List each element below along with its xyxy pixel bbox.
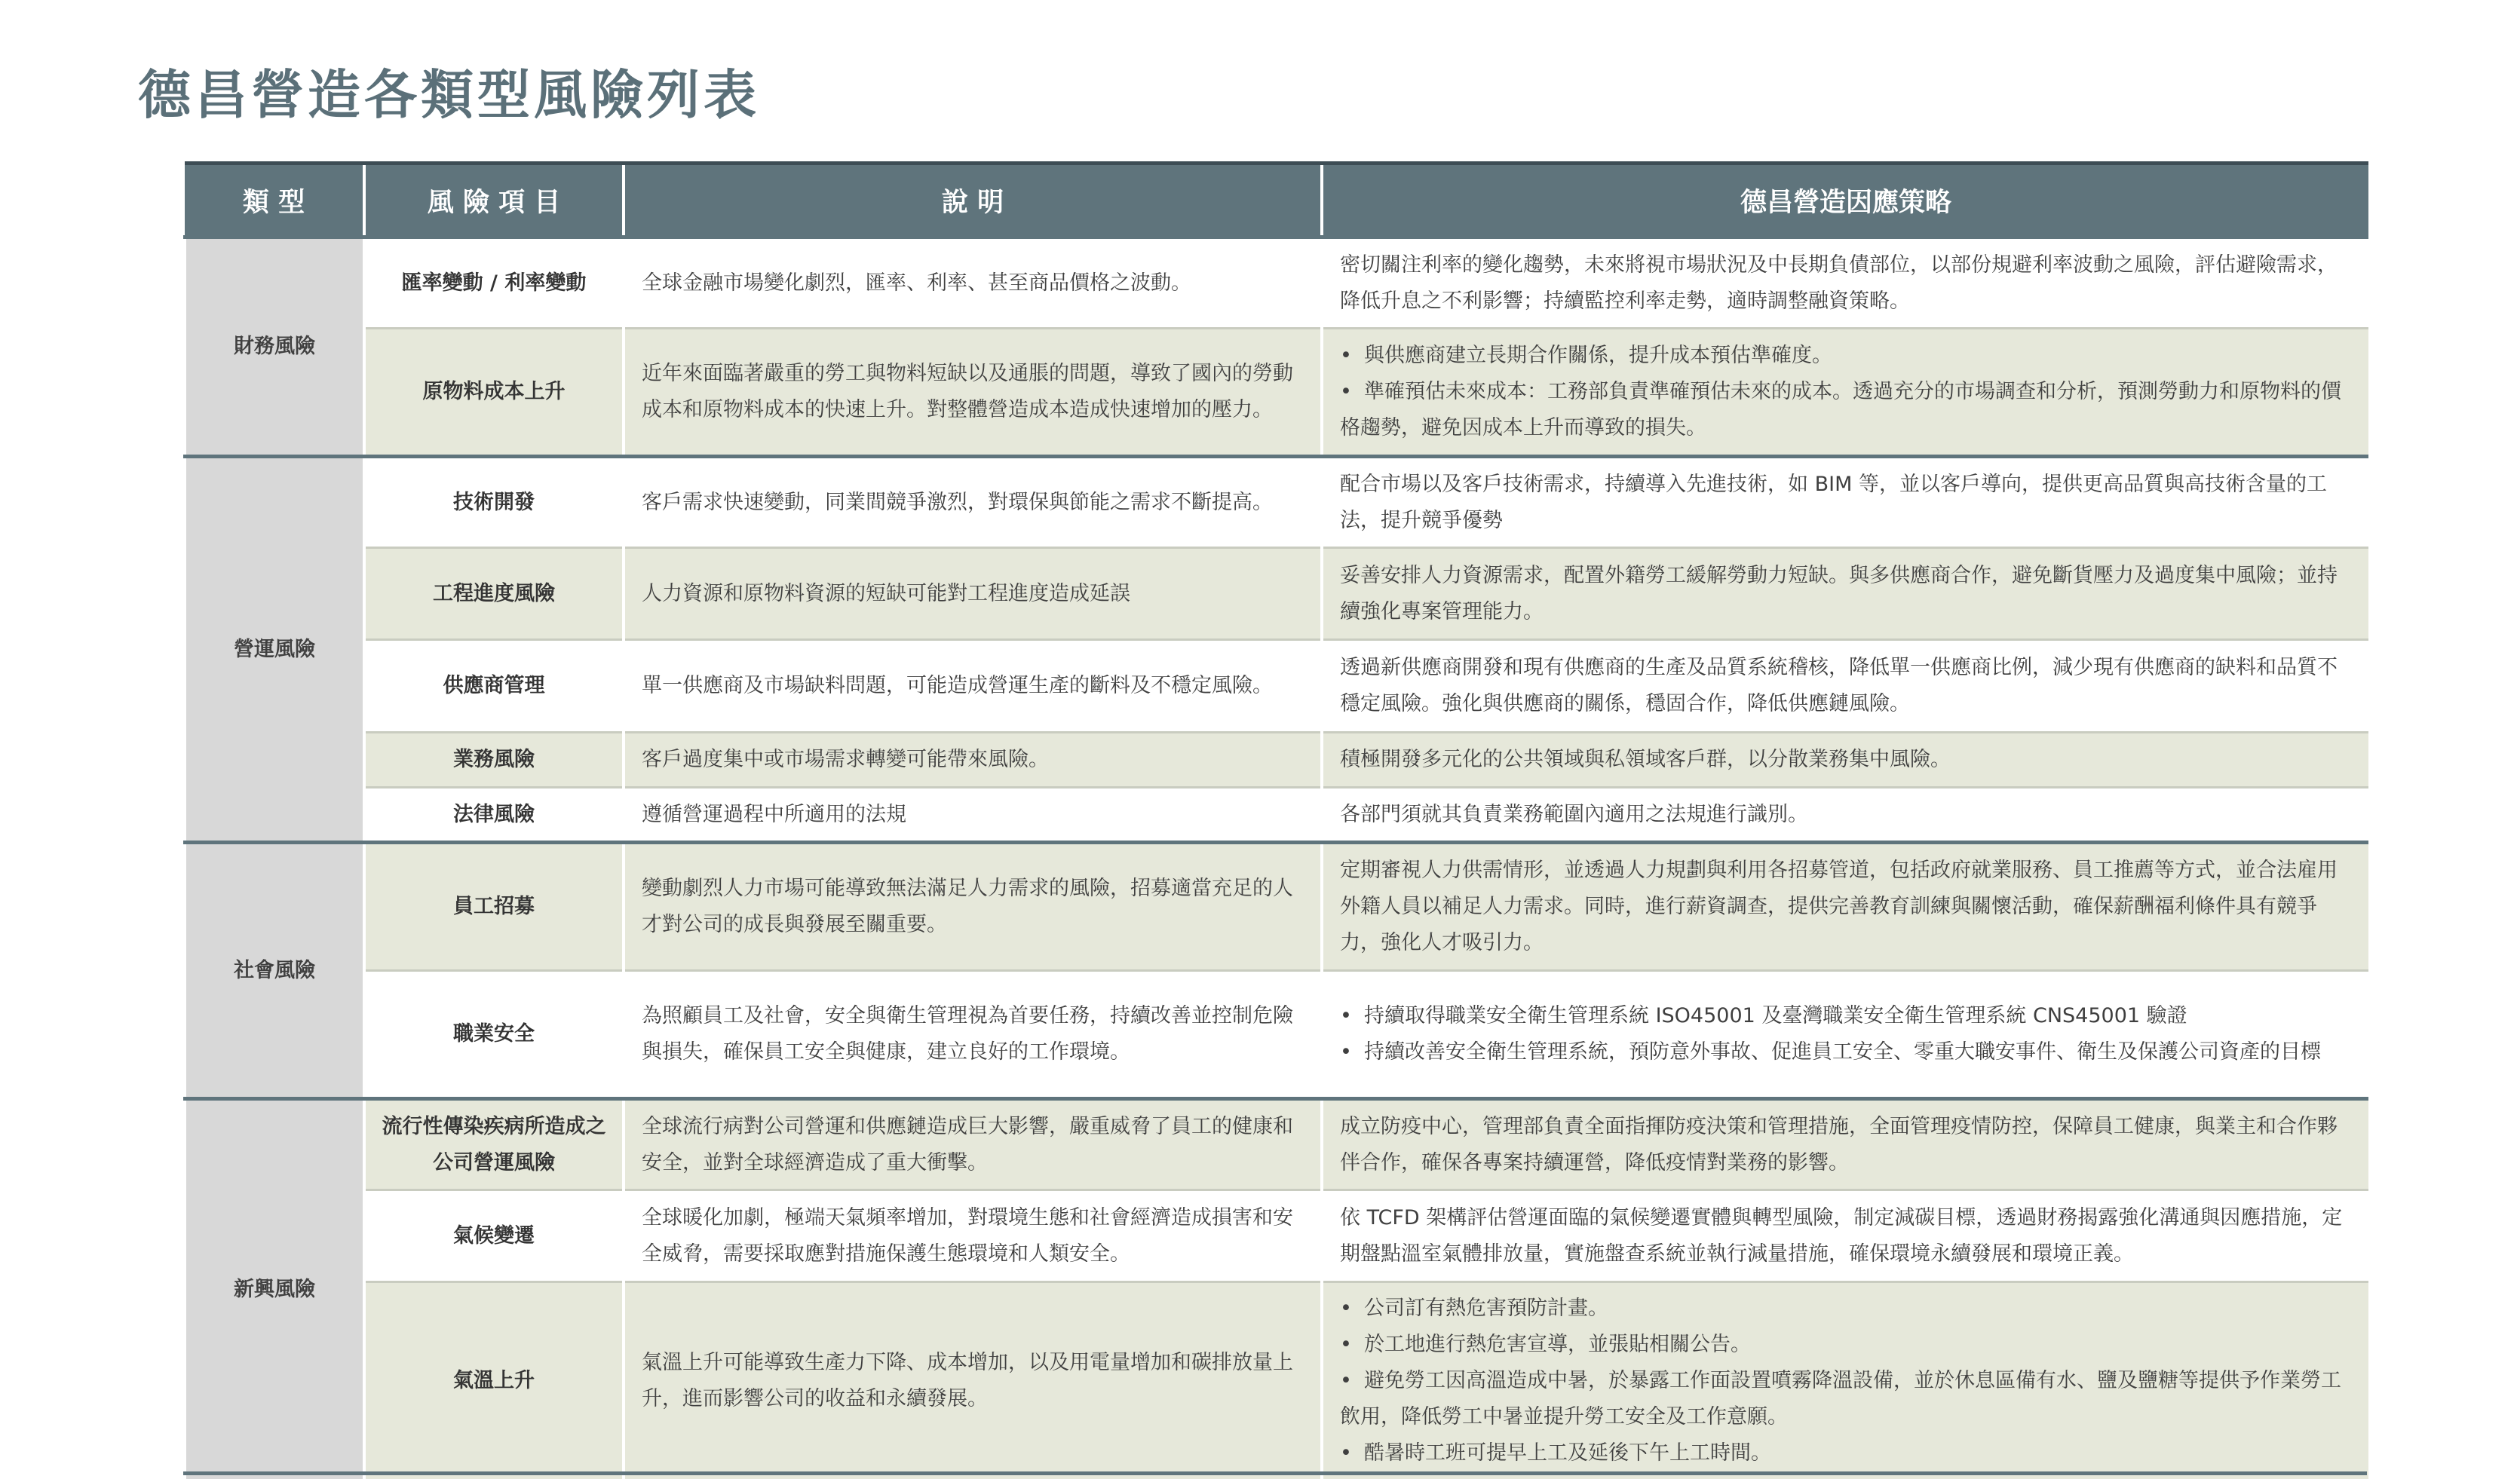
header-risk-item: 風 險 項 目	[364, 164, 624, 237]
header-type: 類 型	[185, 164, 364, 237]
table-row	[185, 457, 2368, 548]
risk-table	[183, 161, 2368, 1479]
risk-item: 技術開發	[364, 457, 624, 548]
risk-description: 全球金融市場變化劇烈，匯率、利率、甚至商品價格之波動。	[624, 237, 1322, 329]
strategy-bullet: • 持續取得職業安全衛生管理系統 ISO45001 及臺灣職業安全衛生管理系統 CNS45001 驗證	[1340, 998, 2352, 1034]
header-description: 說 明	[624, 164, 1322, 237]
risk-strategy: 積極開發多元化的公共領域與私領域客戶群，以分散業務集中風險。	[1322, 733, 2368, 788]
risk-strategy	[1322, 329, 2368, 457]
category-operation: 營運風險	[185, 457, 364, 843]
table-row	[185, 1190, 2368, 1282]
table-row	[185, 1099, 2368, 1190]
risk-item: 流行性傳染疾病所造成之公司營運風險	[364, 1099, 624, 1190]
risk-description: 全球暖化加劇，極端天氣頻率增加，對環境生態和社會經濟造成損害和安全威脅，需要採取應對措施保護生態環境和人類安全。	[624, 1190, 1322, 1282]
risk-strategy: 定期審視人力供需情形，並透過人力規劃與利用各招募管道，包括政府就業服務、員工推薦等方式，並合法雇用外籍人員以補足人力需求。同時，進行薪資調查，提供完善教育訓練與關懷活動，確保薪酬福利條件具有競爭力，強化人才吸引力。	[1322, 843, 2368, 971]
risk-description: 人力資源和原物料資源的短缺可能對工程進度造成延誤	[624, 548, 1322, 640]
risk-item: 原物料成本上升	[364, 329, 624, 457]
risk-item: 業務風險	[364, 733, 624, 788]
page-title: 德昌營造各類型風險列表	[138, 53, 760, 129]
risk-description: 客戶需求快速變動，同業間競爭激烈，對環保與節能之需求不斷提高。	[624, 457, 1322, 548]
risk-item: 職業安全	[364, 971, 624, 1099]
strategy-bullet: • 持續改善安全衛生管理系統，預防意外事故、促進員工安全、零重大職安事件、衛生及保護公司資產的目標	[1340, 1034, 2352, 1070]
strategy-bullet: • 酷暑時工班可提早上工及延後下午上工時間。	[1340, 1435, 2352, 1471]
risk-item: 匯率變動 / 利率變動	[364, 237, 624, 329]
risk-item: 工程進度風險	[364, 548, 624, 640]
strategy-bullet-list	[1340, 1291, 2352, 1471]
strategy-bullet-list	[1340, 338, 2352, 446]
strategy-bullet: • 公司訂有熱危害預防計畫。	[1340, 1291, 2352, 1327]
risk-strategy: 透過新供應商開發和現有供應商的生產及品質系統稽核，降低單一供應商比例，減少現有供應商的缺料和品質不穩定風險。強化與供應商的關係，穩固合作，降低供應鏈風險。	[1322, 640, 2368, 733]
table-row	[185, 640, 2368, 733]
risk-item: 氣溫上升	[364, 1282, 624, 1479]
strategy-bullet: • 於工地進行熱危害宣導，並張貼相關公告。	[1340, 1327, 2352, 1363]
risk-strategy	[1322, 971, 2368, 1099]
risk-description: 為照顧員工及社會，安全與衛生管理視為首要任務，持續改善並控制危險與損失，確保員工安全與健康，建立良好的工作環境。	[624, 971, 1322, 1099]
strategy-bullet: • 與供應商建立長期合作關係，提升成本預估準確度。	[1340, 338, 2352, 374]
risk-strategy: 依 TCFD 架構評估營運面臨的氣候變遷實體與轉型風險，制定減碳目標，透過財務揭露強化溝通與因應措施，定期盤點溫室氣體排放量，實施盤查系統並執行減量措施，確保環境永續發展和環境正義。	[1322, 1190, 2368, 1282]
risk-description: 單一供應商及市場缺料問題，可能造成營運生產的斷料及不穩定風險。	[624, 640, 1322, 733]
table-row	[185, 548, 2368, 640]
strategy-bullet: • 避免勞工因高溫造成中暑，於暴露工作面設置噴霧降溫設備，並於休息區備有水、鹽及鹽糖等提供予作業勞工飲用，降低勞工中暑並提升勞工安全及工作意願。	[1340, 1363, 2352, 1435]
risk-item: 員工招募	[364, 843, 624, 971]
risk-strategy: 配合市場以及客戶技術需求，持續導入先進技術，如 BIM 等，並以客戶導向，提供更高品質與高技術含量的工法，提升競爭優勢	[1322, 457, 2368, 548]
risk-description: 遵循營運過程中所適用的法規	[624, 788, 1322, 843]
risk-item: 供應商管理	[364, 640, 624, 733]
category-finance: 財務風險	[185, 237, 364, 457]
risk-description: 變動劇烈人力市場可能導致無法滿足人力需求的風險，招募適當充足的人才對公司的成長與發展至關重要。	[624, 843, 1322, 971]
table-row	[185, 971, 2368, 1099]
risk-description: 客戶過度集中或市場需求轉變可能帶來風險。	[624, 733, 1322, 788]
risk-item: 法律風險	[364, 788, 624, 843]
table-header-row	[185, 164, 2368, 237]
table-row	[185, 788, 2368, 843]
risk-item: 氣候變遷	[364, 1190, 624, 1282]
table-row	[185, 843, 2368, 971]
risk-strategy: 妥善安排人力資源需求，配置外籍勞工緩解勞動力短缺。與多供應商合作，避免斷貨壓力及過度集中風險；並持續強化專案管理能力。	[1322, 548, 2368, 640]
risk-description: 近年來面臨著嚴重的勞工與物料短缺以及通脹的問題，導致了國內的勞動成本和原物料成本的快速上升。對整體營造成本造成快速增加的壓力。	[624, 329, 1322, 457]
table-row	[185, 237, 2368, 329]
risk-strategy: 各部門須就其負責業務範圍內適用之法規進行識別。	[1322, 788, 2368, 843]
table-row	[185, 329, 2368, 457]
table-row	[185, 733, 2368, 788]
category-emerging: 新興風險	[185, 1099, 364, 1479]
risk-strategy: 密切關注利率的變化趨勢，未來將視市場狀況及中長期負債部位，以部份規避利率波動之風險，評估避險需求，降低升息之不利影響；持續監控利率走勢，適時調整融資策略。	[1322, 237, 2368, 329]
table-bottom-rule	[183, 1471, 2367, 1475]
category-social: 社會風險	[185, 843, 364, 1099]
risk-strategy: 成立防疫中心，管理部負責全面指揮防疫決策和管理措施，全面管理疫情防控，保障員工健康，與業主和合作夥伴合作，確保各專案持續運營，降低疫情對業務的影響。	[1322, 1099, 2368, 1190]
strategy-bullet-list	[1340, 998, 2352, 1070]
risk-strategy	[1322, 1282, 2368, 1479]
table-row	[185, 1282, 2368, 1479]
header-strategy: 德昌營造因應策略	[1322, 164, 2368, 237]
risk-description: 氣溫上升可能導致生產力下降、成本增加，以及用電量增加和碳排放量上升，進而影響公司的收益和永續發展。	[624, 1282, 1322, 1479]
strategy-bullet: • 準確預估未來成本：工務部負責準確預估未來的成本。透過充分的市場調查和分析，預測勞動力和原物料的價格趨勢，避免因成本上升而導致的損失。	[1340, 374, 2352, 446]
risk-description: 全球流行病對公司營運和供應鏈造成巨大影響，嚴重威脅了員工的健康和安全，並對全球經濟造成了重大衝擊。	[624, 1099, 1322, 1190]
